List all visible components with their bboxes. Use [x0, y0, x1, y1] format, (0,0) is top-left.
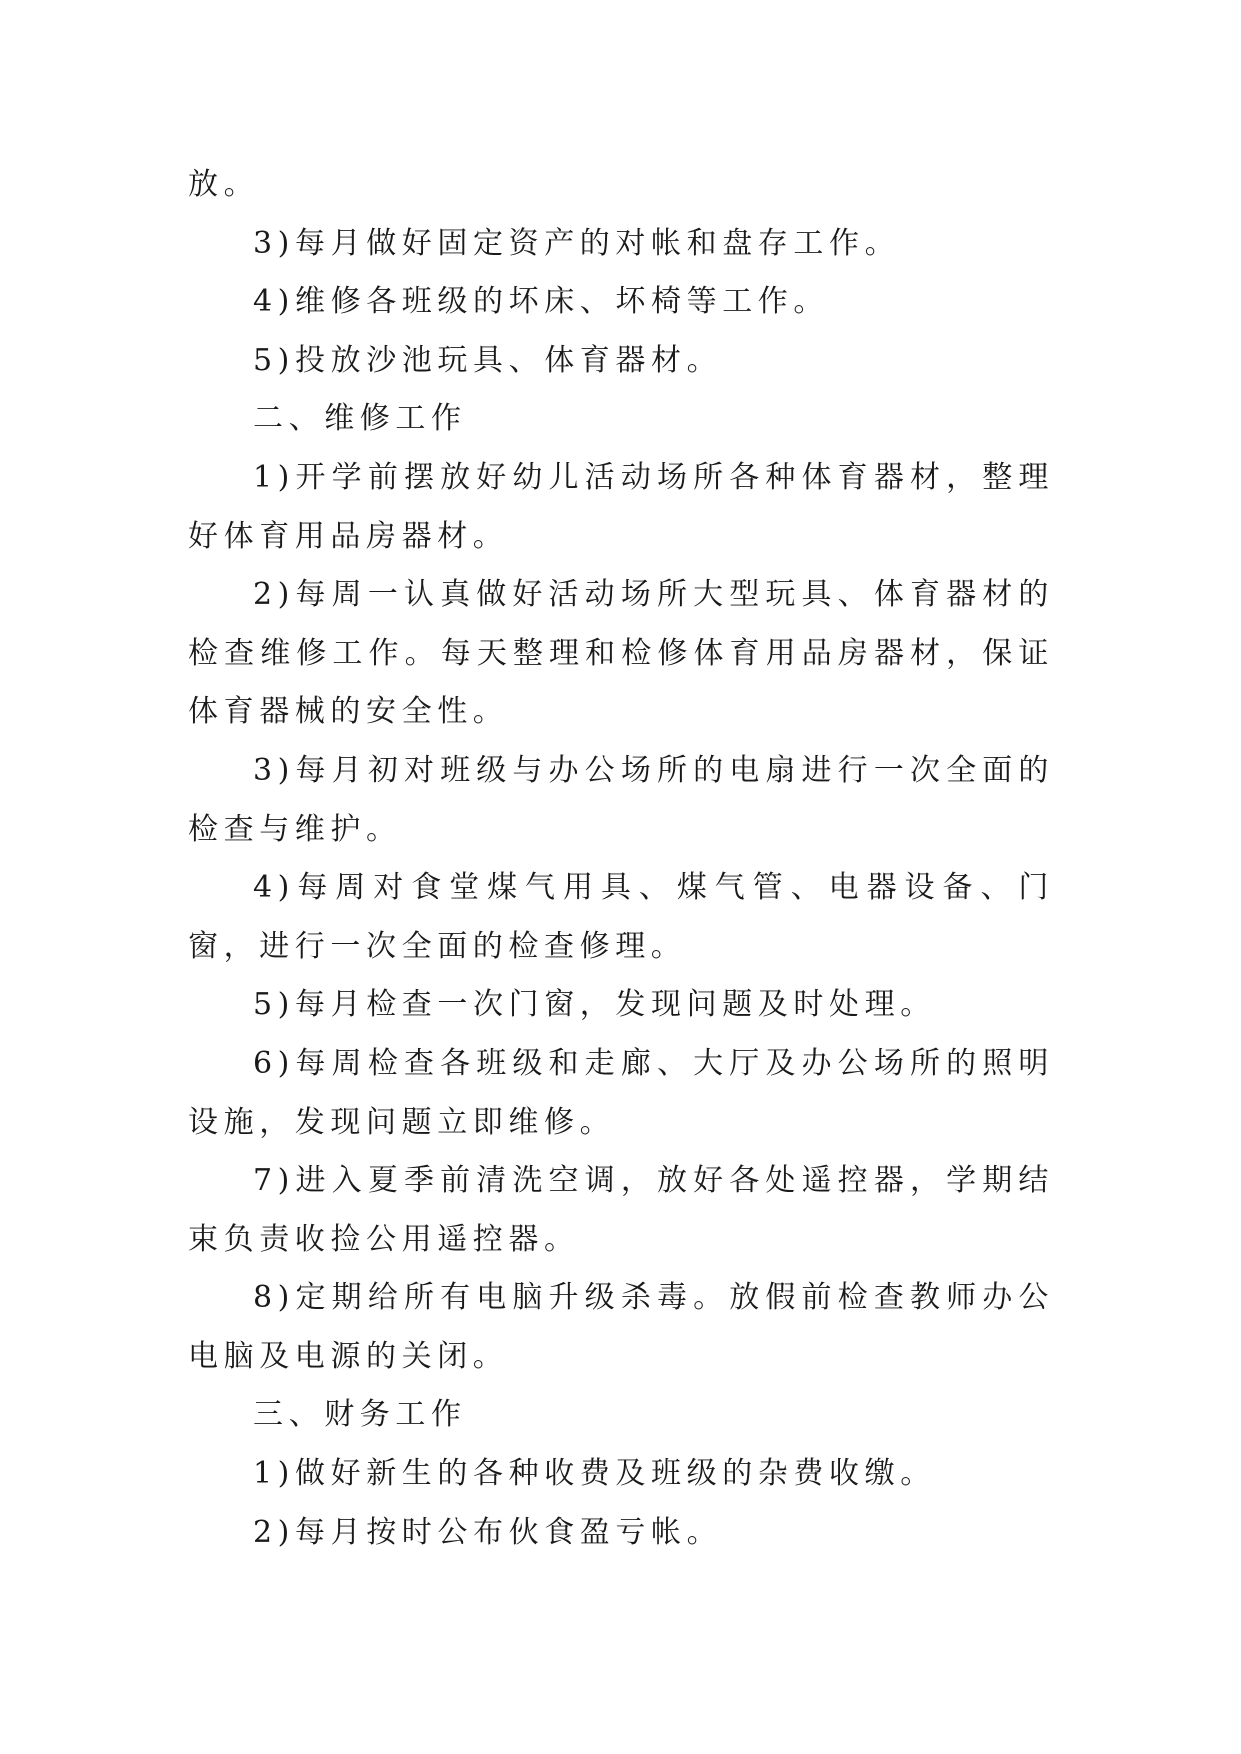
paragraph-item: 3)每月初对班级与办公场所的电扇进行一次全面的检查与维护。 — [188, 752, 1054, 847]
paragraph-item: 1)做好新生的各种收费及班级的杂费收缴。 — [253, 1456, 936, 1492]
paragraph-item: 4)维修各班级的坏床、坏椅等工作。 — [253, 284, 829, 320]
paragraph-item: 3)每月做好固定资产的对帐和盘存工作。 — [253, 225, 901, 261]
document-body — [188, 156, 1054, 1562]
paragraph-item: 1)开学前摆放好幼儿活动场所各种体育器材，整理好体育用品房器材。 — [188, 459, 1054, 554]
paragraph-item: 2)每周一认真做好活动场所大型玩具、体育器材的检查维修工作。每天整理和检修体育用品房器材，保证体育器械的安全性。 — [188, 577, 1054, 730]
paragraph-continuation: 放。 — [188, 167, 260, 202]
section-heading: 二、维修工作 — [253, 401, 467, 437]
paragraph-item: 5)投放沙池玩具、体育器材。 — [253, 342, 723, 378]
paragraph-item: 5)每月检查一次门窗，发现问题及时处理。 — [253, 987, 936, 1023]
paragraph-item: 7)进入夏季前清洗空调，放好各处遥控器，学期结束负责收捡公用遥控器。 — [188, 1163, 1054, 1257]
paragraph-item: 4)每周对食堂煤气用具、煤气管、电器设备、门窗，进行一次全面的检查修理。 — [188, 870, 1054, 964]
paragraph-item: 6)每周检查各班级和走廊、大厅及办公场所的照明设施，发现问题立即维修。 — [188, 1045, 1054, 1140]
section-heading: 三、财务工作 — [253, 1397, 467, 1433]
paragraph-item: 8)定期给所有电脑升级杀毒。放假前检查教师办公电脑及电源的关闭。 — [188, 1280, 1054, 1374]
paragraph-item: 2)每月按时公布伙食盈亏帐。 — [253, 1514, 723, 1550]
